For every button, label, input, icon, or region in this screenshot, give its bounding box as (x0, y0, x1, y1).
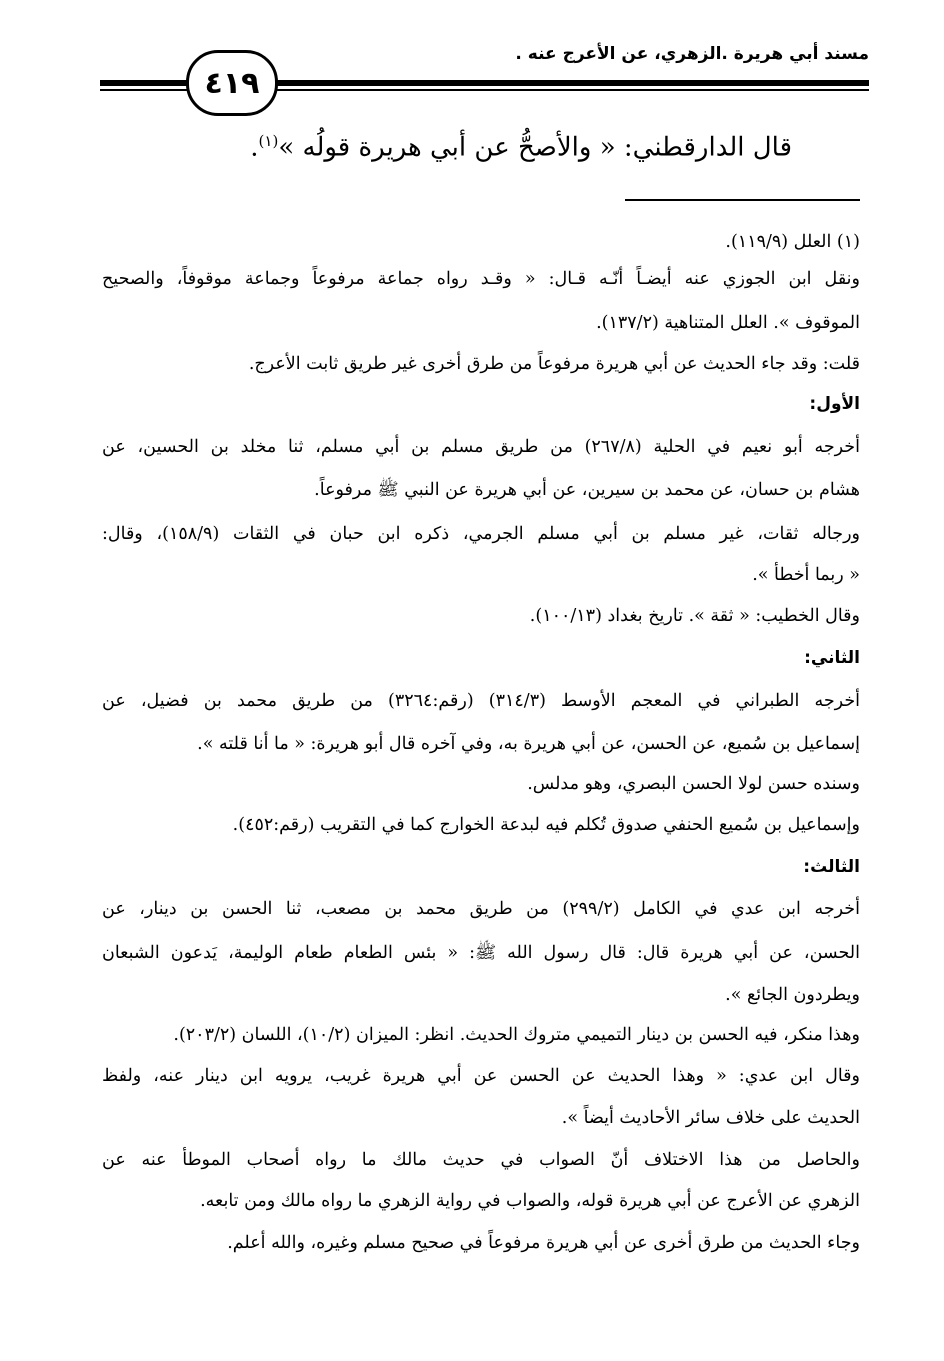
main-statement-text: قال الدارقطني: « والأصحُّ عن أبي هريرة قولُه » (278, 132, 792, 163)
footnote-line: وسنده حسن لولا الحسن البصري، وهو مدلس. (527, 774, 860, 794)
footnote-line: أخرجه ابن عدي في الكامل (٢٩٩/٢) من طريق محمد بن مصعب، ثنا الحسن بن دينار، عن (102, 899, 860, 919)
footnote-line: الحديث على خلاف سائر الأحاديث أيضاً ». (561, 1108, 860, 1128)
footnote-line: الحسن، عن أبي هريرة قال: قال رسول الله ﷺ: « بئس الطعام طعام الوليمة، يَدعون الشبعان (102, 943, 860, 963)
footnote-line: هشام بن حسان، عن محمد بن سيرين، عن أبي هريرة عن النبي ﷺ مرفوعاً. (314, 480, 860, 500)
footnote-reference: (١) (258, 132, 279, 150)
footnote-line: الزهري عن الأعرج عن أبي هريرة قوله، والصواب في رواية الزهري ما رواه مالك ومن تابعه. (200, 1191, 860, 1211)
footnote-line: وإسماعيل بن سُميع الحنفي صدوق تُكلم فيه لبدعة الخوارج كما في التقريب (رقم:٤٥٢). (232, 815, 860, 835)
page-number-badge (186, 50, 278, 116)
footnote-line: والحاصل من هذا الاختلاف أنّ الصواب في حديث مالك ما رواه أصحاب الموطأ عنه عن (102, 1150, 860, 1170)
section-heading-second: الثاني: (804, 648, 860, 668)
main-statement-end: . (250, 132, 259, 163)
footnote-line: وقال ابن عدي: « وهذا الحديث عن الحسن عن أبي هريرة غريب، يرويه ابن دينار عنه، ولفظ (102, 1066, 860, 1086)
footnote-line: ويطردون الجائع ». (725, 985, 860, 1005)
footnote-line: أخرجه أبو نعيم في الحلية (٢٦٧/٨) من طريق مسلم بن أبي مسلم، ثنا مخلد بن الحسين، عن (102, 437, 860, 457)
section-heading-first: الأول: (809, 394, 860, 414)
page-number: ٤١٩ (204, 65, 260, 101)
footnote-line: (١) العلل (١١٩/٩). (725, 232, 860, 252)
footnote-line: الموقوف ». العلل المتناهية (١٣٧/٢). (596, 313, 860, 333)
footnote-separator (625, 199, 860, 201)
footnote-line: أخرجه الطبراني في المعجم الأوسط (٣١٤/٣) (رقم:٣٢٦٤) من طريق محمد بن فضيل، عن (102, 691, 861, 711)
section-heading-third: الثالث: (803, 857, 860, 877)
running-header-title: مسند أبي هريرة .الزهري، عن الأعرج عنه . (515, 44, 869, 64)
footnote-line: وجاء الحديث من طرق أخرى عن أبي هريرة مرفوعاً في صحيح مسلم وغيره، والله أعلم. (227, 1233, 860, 1253)
footnote-line: وقال الخطيب: « ثقة ». تاريخ بغداد (١٠٠/١٣). (529, 606, 860, 626)
footnote-line: قلت: وقد جاء الحديث عن أبي هريرة مرفوعاً من طرق أخرى غير طريق ثابت الأعرج. (248, 354, 860, 374)
footnote-line: ونقل ابن الجوزي عنه أيضـاً أنّـه قـال: « وقـد رواه جماعة مرفوعاً وجماعة موقوفاً، والصحيح (102, 269, 860, 289)
main-statement (250, 132, 792, 163)
footnote-line: إسماعيل بن سُميع، عن الحسن، عن أبي هريرة به، وفي آخره قال أبو هريرة: « ما أنا قلته ». (197, 734, 860, 754)
footnote-line: ورجاله ثقات، غير مسلم بن أبي مسلم الجرمي، ذكره ابن حبان في الثقات (١٥٨/٩)، وقال: (102, 524, 860, 544)
footnote-line: وهذا منكر، فيه الحسن بن دينار التميمي متروك الحديث. انظر: الميزان (١٠/٢)، اللسان (٢٠٣/٢). (173, 1025, 860, 1045)
footnote-line: « ربما أخطأ ». (752, 565, 860, 585)
